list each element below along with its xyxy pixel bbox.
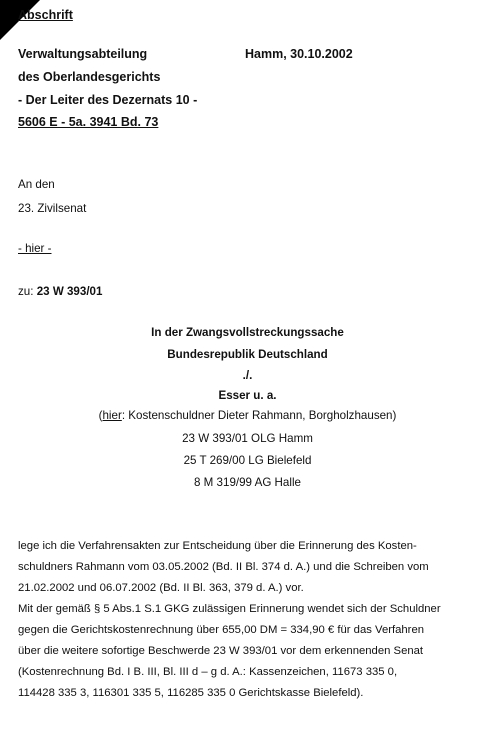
case-note: (hier: Kostenschuldner Dieter Rahmann, Borgholzhausen) <box>98 409 397 422</box>
sender-line-2: des Oberlandesgerichts <box>18 70 161 84</box>
body-line-8: 114428 335 3, 116301 335 5, 116285 335 0 Gerichtskasse Bielefeld). <box>18 687 364 699</box>
file-number-ag: 8 M 319/99 AG Halle <box>194 476 301 489</box>
reference-prefix: zu: <box>18 285 34 298</box>
case-heading: In der Zwangsvollstreckungssache <box>151 326 344 339</box>
file-number-olg: 23 W 393/01 OLG Hamm <box>182 432 313 445</box>
document-type-label: Abschrift <box>18 8 73 22</box>
file-reference: 5606 E - 5a. 3941 Bd. 73 <box>18 115 159 129</box>
case-note-text: : Kostenschuldner Dieter Rahmann, Borgholzhausen) <box>121 409 397 422</box>
party-1: Bundesrepublik Deutschland <box>167 348 328 361</box>
body-line-5: gegen die Gerichtskostenrechnung über 655,00 DM = 334,90 € für das Verfahren <box>18 624 425 636</box>
case-note-hier: hier <box>102 409 122 422</box>
sender-line-3: - Der Leiter des Dezernats 10 - <box>18 93 198 107</box>
body-line-6: über die weitere sofortige Beschwerde 23 W 393/01 vor dem erkennenden Senat <box>18 645 424 657</box>
body-line-7: (Kostenrechnung Bd. I B. III, Bl. III d – g d. A.: Kassenzeichen, 11673 335 0, <box>18 666 398 678</box>
body-line-3: 21.02.2002 und 06.07.2002 (Bd. II Bl. 363, 379 d. A.) vor. <box>18 582 304 594</box>
reference-line <box>18 285 102 298</box>
recipient-line-1: An den <box>18 178 55 191</box>
reference-number: 23 W 393/01 <box>36 285 103 298</box>
sender-line-1: Verwaltungsabteilung <box>18 47 148 61</box>
hier-label: - hier - <box>18 242 52 255</box>
party-2: Esser u. a. <box>218 389 277 402</box>
versus-mark: ./. <box>242 369 253 382</box>
body-line-1: lege ich die Verfahrensakten zur Entscheidung über die Erinnerung des Kosten- <box>18 540 417 552</box>
body-line-4: Mit der gemäß § 5 Abs.1 S.1 GKG zulässigen Erinnerung wendet sich der Schuldner <box>18 603 441 615</box>
recipient-line-2: 23. Zivilsenat <box>18 202 87 215</box>
place-date: Hamm, 30.10.2002 <box>245 47 353 61</box>
file-number-lg: 25 T 269/00 LG Bielefeld <box>183 454 312 467</box>
body-line-2: schuldners Rahmann vom 03.05.2002 (Bd. II Bl. 374 d. A.) und die Schreiben vom <box>18 561 429 573</box>
body-paragraph <box>18 536 441 704</box>
